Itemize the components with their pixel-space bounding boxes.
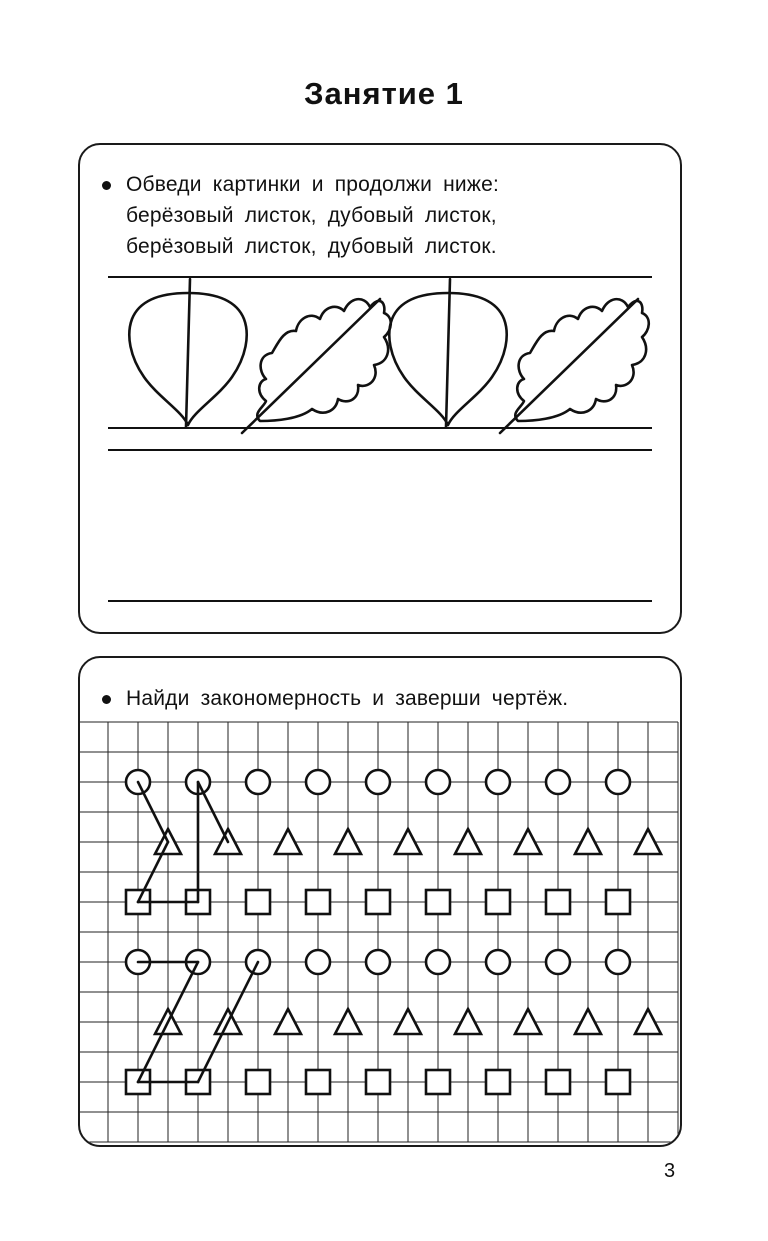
answer-rule [108, 600, 652, 602]
task2-bullet [102, 695, 111, 704]
square-shape [306, 890, 330, 914]
page-title: Занятие 1 [304, 76, 464, 111]
circle-shape [306, 950, 330, 974]
birch-leaf-icon [389, 279, 506, 427]
birch-leaf-icon [129, 279, 246, 427]
circle-shape [546, 950, 570, 974]
square-shape [606, 1070, 630, 1094]
task1-panel [78, 143, 682, 634]
square-shape [546, 890, 570, 914]
task2-panel [78, 656, 682, 1147]
circle-shape [426, 950, 450, 974]
square-shape [606, 890, 630, 914]
circle-shape [306, 770, 330, 794]
square-shape [426, 1070, 450, 1094]
square-shape [426, 890, 450, 914]
square-shape [246, 890, 270, 914]
pattern-grid [78, 722, 678, 1142]
square-shape [486, 1070, 510, 1094]
circle-shape [246, 770, 270, 794]
leaf-sequence [80, 273, 680, 433]
task1-text [126, 169, 666, 262]
circle-shape [486, 950, 510, 974]
circle-shape [366, 770, 390, 794]
square-shape [306, 1070, 330, 1094]
oak-leaf-icon [500, 299, 649, 433]
square-shape [546, 1070, 570, 1094]
circle-shape [546, 770, 570, 794]
circle-shape [606, 950, 630, 974]
bottom-rule-2 [108, 449, 652, 451]
task1-line-2: берёзовый листок, дубовый листок, [126, 204, 497, 227]
square-shape [366, 1070, 390, 1094]
oak-leaf-icon [242, 299, 391, 433]
task1-line-3: берёзовый листок, дубовый листок. [126, 235, 497, 258]
task1-line-1: Обведи картинки и продолжи ниже: [126, 173, 500, 196]
square-shape [246, 1070, 270, 1094]
square-shape [486, 890, 510, 914]
square-shape [366, 890, 390, 914]
circle-shape [486, 770, 510, 794]
page-number: 3 [664, 1160, 676, 1182]
task1-bullet [102, 181, 111, 190]
circle-shape [426, 770, 450, 794]
circle-shape [366, 950, 390, 974]
circle-shape [606, 770, 630, 794]
task2-text: Найди закономерность и заверши чертёж. [126, 687, 569, 710]
